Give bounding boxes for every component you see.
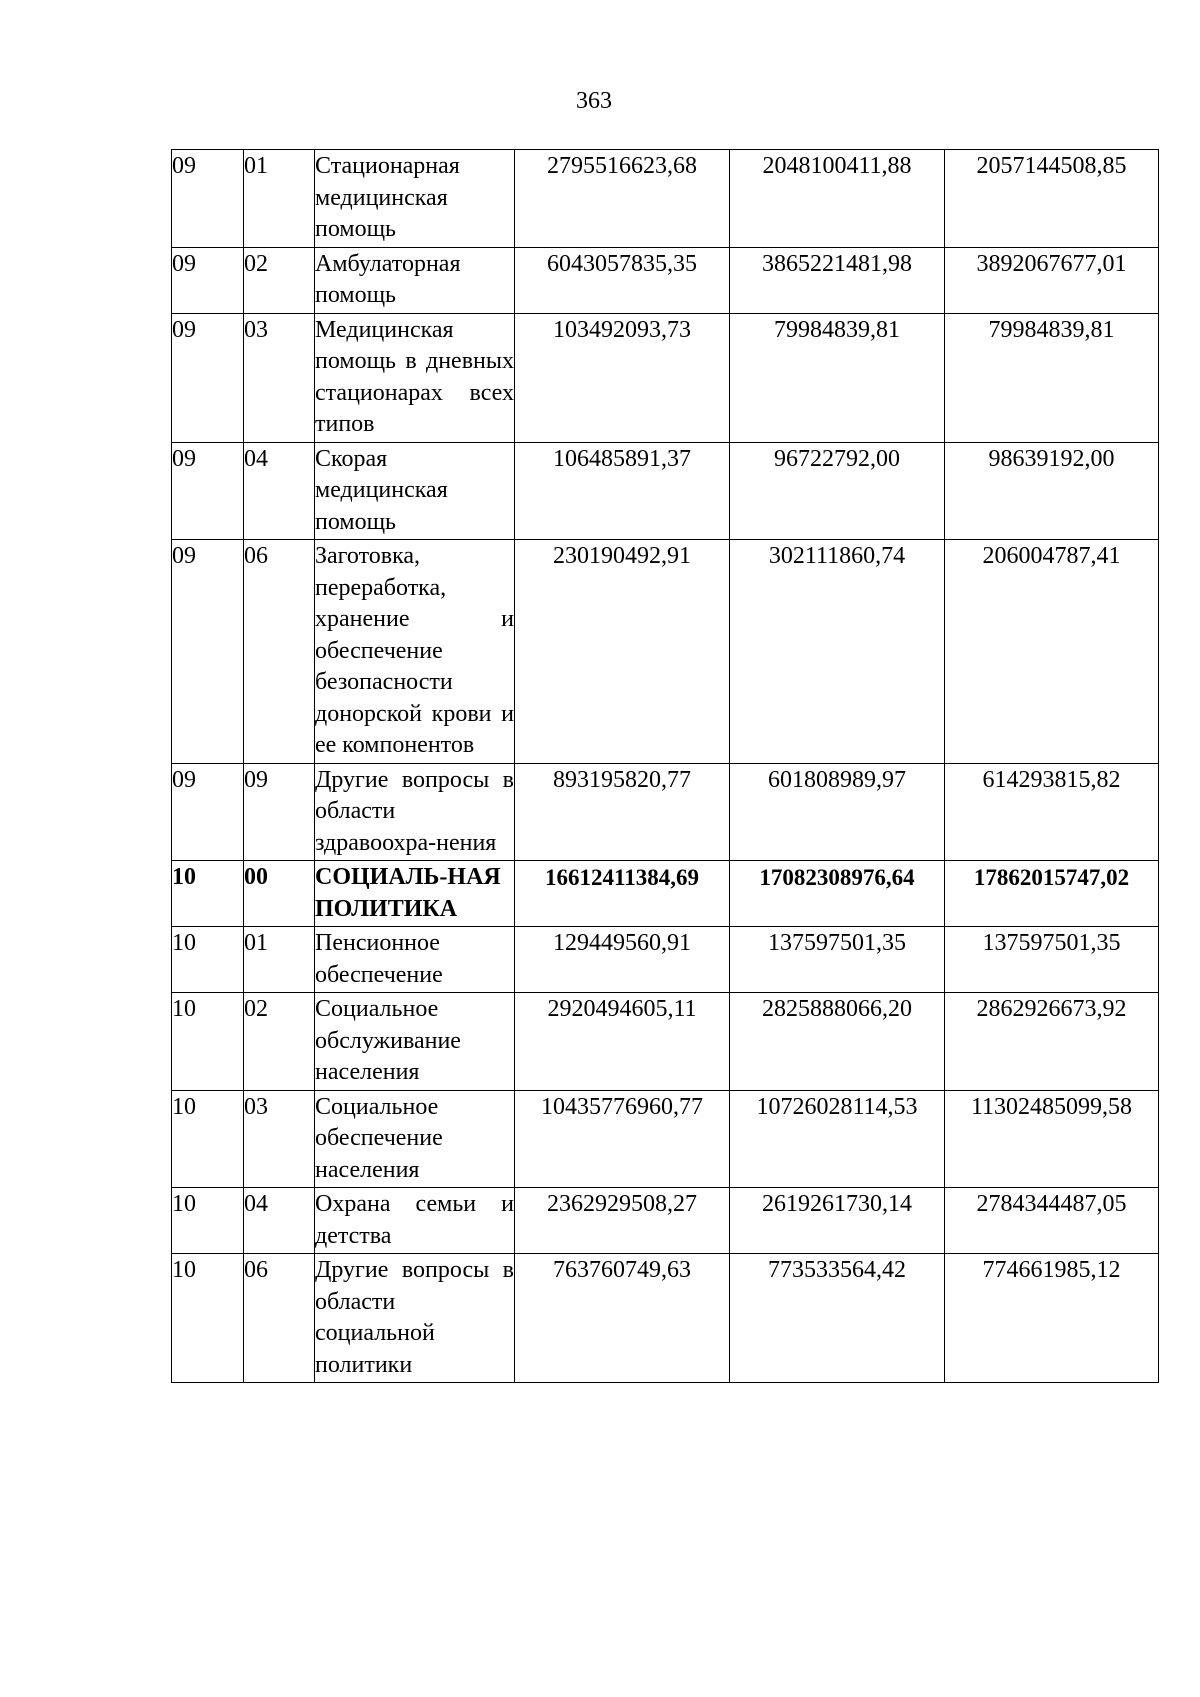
row-name: Заготовка, переработка, хранение и обеспечение безопасности донорской крови и ее компонентов — [315, 540, 515, 764]
amount-1: 893195820,77 — [515, 763, 730, 861]
amount-3: 17862015747,02 — [945, 861, 1159, 927]
row-name: Другие вопросы в области социальной политики — [315, 1254, 515, 1383]
section-code: 09 — [172, 540, 244, 764]
subsection-code: 09 — [244, 763, 315, 861]
section-code: 09 — [172, 763, 244, 861]
section-code: 09 — [172, 247, 244, 313]
amount-2: 10726028114,53 — [730, 1090, 945, 1188]
table-row — [172, 1188, 1159, 1254]
amount-1: 16612411384,69 — [515, 861, 730, 927]
amount-3: 774661985,12 — [945, 1254, 1159, 1383]
row-name: Социальное обеспечение населения — [315, 1090, 515, 1188]
amount-1: 6043057835,35 — [515, 247, 730, 313]
subsection-code: 02 — [244, 993, 315, 1091]
amount-2: 79984839,81 — [730, 313, 945, 442]
table-row — [172, 927, 1159, 993]
table-row — [172, 150, 1159, 248]
table-row — [172, 313, 1159, 442]
table-row — [172, 1254, 1159, 1383]
amount-1: 763760749,63 — [515, 1254, 730, 1383]
section-code: 10 — [172, 993, 244, 1091]
amount-3: 206004787,41 — [945, 540, 1159, 764]
amount-2: 3865221481,98 — [730, 247, 945, 313]
subsection-code: 01 — [244, 927, 315, 993]
subsection-code: 04 — [244, 442, 315, 540]
amount-3: 3892067677,01 — [945, 247, 1159, 313]
amount-3: 2057144508,85 — [945, 150, 1159, 248]
row-name: СОЦИАЛЬ-НАЯ ПОЛИТИКА — [315, 861, 515, 927]
row-name: Скорая медицинская помощь — [315, 442, 515, 540]
amount-1: 2795516623,68 — [515, 150, 730, 248]
amount-1: 10435776960,77 — [515, 1090, 730, 1188]
subsection-code: 04 — [244, 1188, 315, 1254]
subsection-code: 01 — [244, 150, 315, 248]
amount-1: 2920494605,11 — [515, 993, 730, 1091]
table-row — [172, 540, 1159, 764]
amount-3: 11302485099,58 — [945, 1090, 1159, 1188]
table-row — [172, 763, 1159, 861]
section-code: 10 — [172, 861, 244, 927]
row-name: Амбулаторная помощь — [315, 247, 515, 313]
budget-table-body — [172, 150, 1159, 1383]
section-code: 09 — [172, 150, 244, 248]
row-name: Медицинская помощь в дневных стационарах всех типов — [315, 313, 515, 442]
amount-2: 2825888066,20 — [730, 993, 945, 1091]
amount-1: 129449560,91 — [515, 927, 730, 993]
amount-2: 773533564,42 — [730, 1254, 945, 1383]
amount-1: 106485891,37 — [515, 442, 730, 540]
row-name: Стационарная медицинская помощь — [315, 150, 515, 248]
table-row — [172, 442, 1159, 540]
subsection-code: 03 — [244, 313, 315, 442]
table-row — [172, 1090, 1159, 1188]
amount-2: 302111860,74 — [730, 540, 945, 764]
amount-3: 98639192,00 — [945, 442, 1159, 540]
subsection-code: 06 — [244, 540, 315, 764]
amount-3: 2862926673,92 — [945, 993, 1159, 1091]
section-total-row — [172, 861, 1159, 927]
row-name: Социальное обслуживание населения — [315, 993, 515, 1091]
amount-2: 137597501,35 — [730, 927, 945, 993]
subsection-code: 02 — [244, 247, 315, 313]
amount-3: 2784344487,05 — [945, 1188, 1159, 1254]
section-code: 09 — [172, 442, 244, 540]
subsection-code: 06 — [244, 1254, 315, 1383]
amount-3: 614293815,82 — [945, 763, 1159, 861]
budget-table — [171, 149, 1159, 1383]
section-code: 10 — [172, 927, 244, 993]
row-name: Пенсионное обеспечение — [315, 927, 515, 993]
amount-2: 2619261730,14 — [730, 1188, 945, 1254]
amount-3: 79984839,81 — [945, 313, 1159, 442]
table-row — [172, 247, 1159, 313]
section-code: 10 — [172, 1188, 244, 1254]
section-code: 09 — [172, 313, 244, 442]
section-code: 10 — [172, 1254, 244, 1383]
amount-1: 2362929508,27 — [515, 1188, 730, 1254]
subsection-code: 00 — [244, 861, 315, 927]
section-code: 10 — [172, 1090, 244, 1188]
amount-1: 103492093,73 — [515, 313, 730, 442]
table-row — [172, 993, 1159, 1091]
amount-3: 137597501,35 — [945, 927, 1159, 993]
subsection-code: 03 — [244, 1090, 315, 1188]
amount-2: 2048100411,88 — [730, 150, 945, 248]
row-name: Другие вопросы в области здравоохра-нения — [315, 763, 515, 861]
page-number: 363 — [576, 88, 612, 114]
row-name: Охрана семьи и детства — [315, 1188, 515, 1254]
amount-2: 601808989,97 — [730, 763, 945, 861]
amount-1: 230190492,91 — [515, 540, 730, 764]
amount-2: 96722792,00 — [730, 442, 945, 540]
amount-2: 17082308976,64 — [730, 861, 945, 927]
